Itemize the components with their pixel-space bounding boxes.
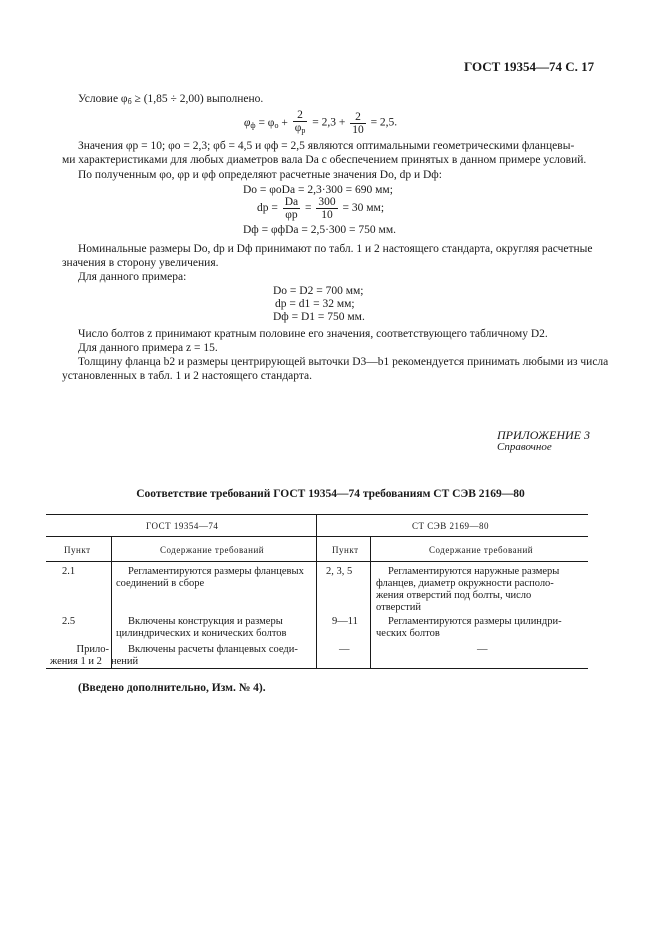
table-group-right: СТ СЭВ 2169—80 bbox=[412, 521, 489, 531]
header-punkt-right: Пункт bbox=[332, 545, 359, 555]
appendix-label: ПРИЛОЖЕНИЕ 3 bbox=[497, 428, 590, 442]
row2-punkt-right: 9—11 bbox=[332, 616, 358, 627]
appendix-sublabel: Справочное bbox=[497, 441, 552, 453]
row3-req-left: Включены расчеты фланцевых соеди- нений bbox=[111, 644, 298, 667]
table-col3-divider bbox=[370, 537, 371, 668]
example-z-line: Для данного примера z = 15. bbox=[78, 342, 218, 354]
row3-punkt-right: — bbox=[339, 644, 350, 655]
equation-dp: dр = $\frac{Dа}{\varphi р}$ = $\frac{300}{10}$ = 30 мм; bbox=[257, 196, 385, 221]
amendment-note: (Введено дополнительно, Изм. № 4). bbox=[78, 682, 266, 694]
table-group-divider bbox=[46, 536, 588, 537]
row2-req-right: Регламентируются размеры цилиндри- ческих болтов bbox=[376, 616, 562, 639]
row3-punkt-left-2: жения 1 и 2 bbox=[50, 656, 102, 667]
table-header-bottom bbox=[46, 561, 588, 562]
equation-Do: Dо = φоDа = 2,3·300 = 690 мм; bbox=[243, 184, 393, 196]
table-title: Соответствие требований ГОСТ 19354—74 требованиям СТ СЭВ 2169—80 bbox=[136, 488, 525, 500]
flange-thickness-line-1: Толщину фланца b2 и размеры центрирующей выточки D3—b1 рекомендуется принимать любыми из числа bbox=[78, 356, 609, 368]
table-top-border bbox=[46, 514, 588, 515]
values-line-2: ми характеристиками для любых диаметров вала Dа с обеспечением принятых в данном примере условий. bbox=[62, 154, 587, 166]
equation-Do-D2: Dо = D2 = 700 мм; bbox=[273, 285, 364, 297]
table-bottom-border bbox=[46, 668, 588, 669]
header-req-right: Содержание требований bbox=[429, 545, 534, 555]
table-group-left: ГОСТ 19354—74 bbox=[146, 521, 219, 531]
header-req-left: Содержание требований bbox=[160, 545, 265, 555]
row2-punkt-left: 2.5 bbox=[62, 616, 76, 627]
nominal-sizes-line-2: значения в сторону увеличения. bbox=[62, 257, 219, 269]
row1-req-left: Регламентируются размеры фланцевых соединений в сборе bbox=[116, 566, 304, 589]
header-punkt-left: Пункт bbox=[64, 545, 91, 555]
values-line-1: Значения φр = 10; φо = 2,3; φб = 4,5 и φф = 2,5 являются оптимальными геометрическими фланцевы- bbox=[78, 140, 575, 152]
computed-values-line: По полученным φо, φр и φф определяют расчетные значения Dо, dр и Dф: bbox=[78, 169, 442, 181]
flange-thickness-line-2: установленных в табл. 1 и 2 настоящего стандарта. bbox=[62, 370, 313, 382]
page-header: ГОСТ 19354—74 С. 17 bbox=[464, 59, 595, 74]
row1-punkt-right: 2, 3, 5 bbox=[326, 566, 353, 577]
row3-req-right: — bbox=[477, 644, 488, 655]
table-col1-divider bbox=[111, 537, 112, 668]
row1-req-right: Регламентируются наружные размеры фланцев, диаметр окружности располо- жения отверстий под болты, число отверстий bbox=[376, 566, 560, 613]
equation-dp-d1: dр = d1 = 32 мм; bbox=[275, 298, 355, 310]
row1-punkt-left: 2.1 bbox=[62, 566, 76, 577]
table-mid-divider bbox=[316, 514, 317, 668]
equation-Df-D1: Dф = D1 = 750 мм. bbox=[273, 311, 365, 323]
equation-Df: Dф = φфDа = 2,5·300 = 750 мм. bbox=[243, 224, 396, 236]
equation-phi-f: $\varphi_ф = \varphi_о$ + $\frac{2}{\varphi_р}$ = 2,3 + $\frac{2}{10}$ = 2,5. bbox=[244, 109, 398, 136]
nominal-sizes-line-1: Номинальные размеры Dо, dр и Dф принимают по табл. 1 и 2 настоящего стандарта, округляя расчетные bbox=[78, 243, 593, 255]
row3-punkt-left: Прило- bbox=[76, 644, 109, 655]
bolts-count-line: Число болтов z принимают кратным половине его значения, соответствующего табличному D2. bbox=[78, 328, 548, 340]
condition-line: Условие $\varphi_б \ge (1,85 \div 2,00)$ выполнено. bbox=[78, 93, 264, 106]
row2-req-left: Включены конструкция и размеры цилиндрических и конических болтов bbox=[116, 616, 287, 639]
example-line: Для данного примера: bbox=[78, 271, 187, 283]
